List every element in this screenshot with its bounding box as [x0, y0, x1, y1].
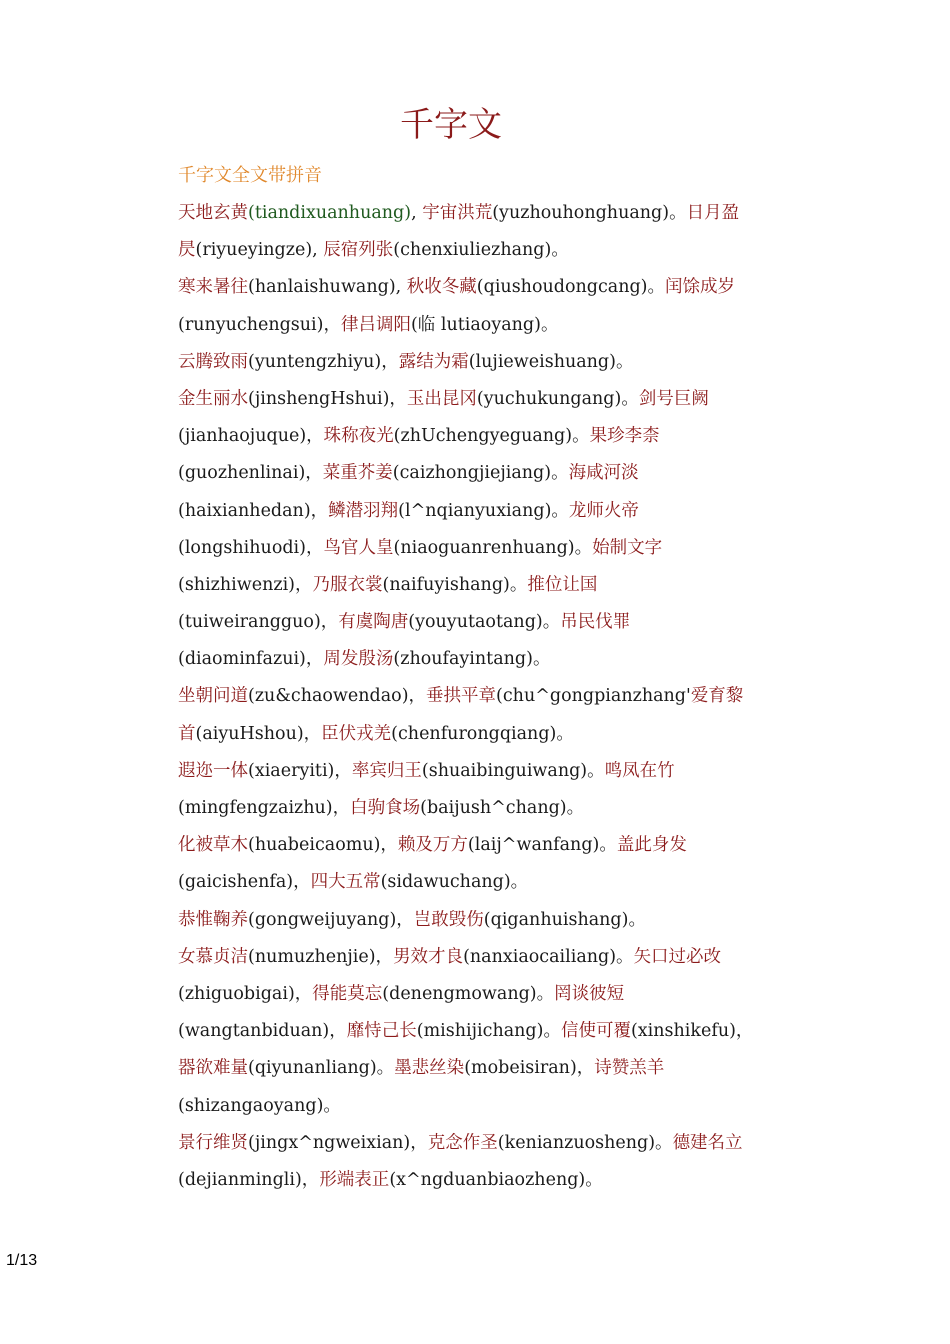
pinyin-text: (runyuchengsui)，	[178, 314, 341, 335]
hanzi-phrase: 化被草木	[178, 835, 248, 856]
hanzi-phrase: 矢口过必改	[633, 946, 722, 967]
pinyin-highlight: (tiandixuanhuang)	[248, 203, 412, 223]
text-line	[178, 1055, 726, 1092]
text-line	[178, 572, 726, 609]
pinyin-text: (临 lutiaoyang)。	[410, 314, 559, 335]
body-text	[178, 200, 754, 1204]
pinyin-text: (yuzhouhonghuang)。	[492, 203, 687, 223]
pinyin-text: (gongweijuyang)，	[248, 909, 414, 930]
hanzi-phrase: 率宾归王	[351, 760, 422, 781]
text-line	[178, 1167, 726, 1204]
hanzi-phrase: 得能莫忘	[312, 983, 383, 1004]
hanzi-phrase: 鸣凤在竹	[604, 760, 675, 781]
hanzi-phrase: 罔谈彼短	[554, 983, 625, 1004]
text-line	[178, 1093, 726, 1130]
pinyin-text: (diaominfazui)，	[178, 649, 324, 670]
hanzi-phrase: 遐迩一体	[178, 760, 248, 781]
pinyin-text: (chenfurongqiang)。	[391, 723, 574, 744]
hanzi-phrase: 乃服衣裳	[312, 574, 383, 595]
hanzi-phrase: 玉出昆冈	[406, 388, 477, 409]
hanzi-phrase: 恭惟鞠养	[178, 909, 248, 930]
hanzi-phrase: 海咸河淡	[568, 463, 639, 484]
hanzi-phrase: 菜重芥姜	[322, 463, 393, 484]
hanzi-phrase: 墨悲丝染	[394, 1058, 465, 1079]
hanzi-phrase: 盖此身发	[616, 835, 687, 856]
pinyin-text: (shizhiwenzi)，	[178, 574, 313, 595]
page-number: 1/13	[6, 1252, 38, 1269]
text-line	[178, 609, 726, 646]
hanzi-phrase: 器欲难量	[178, 1058, 248, 1079]
pinyin-text: (haixianhedan)，	[178, 500, 329, 521]
text-line	[178, 535, 726, 572]
hanzi-phrase: 寒来暑往	[178, 277, 248, 298]
hanzi-phrase: 诗赞羔羊	[594, 1058, 665, 1079]
hanzi-phrase: 鳞潜羽翔	[328, 500, 399, 521]
pinyin-text: (qiyunanliang)。	[248, 1058, 395, 1079]
hanzi-phrase: 四大五常	[310, 872, 381, 893]
text-line	[178, 869, 726, 906]
pinyin-text: (hanlaishuwang),	[248, 277, 407, 298]
pinyin-text: (laij^wanfang)。	[467, 835, 617, 856]
pinyin-text: (aiyuHshou)，	[195, 723, 322, 744]
hanzi-phrase: 秋收冬藏	[406, 277, 477, 298]
hanzi-phrase: 律吕调阳	[340, 314, 411, 335]
pinyin-text: (kenianzuosheng)。	[497, 1132, 673, 1153]
pinyin-text: (nanxiaocailiang)。	[463, 946, 634, 967]
pinyin-text: (xiaeryiti)，	[248, 760, 352, 781]
pinyin-text: (shuaibinguiwang)。	[421, 760, 605, 781]
hanzi-phrase: 女慕贞洁	[178, 946, 248, 967]
hanzi-phrase: 首	[178, 723, 196, 744]
pinyin-text: (l^nqianyuxiang)。	[398, 500, 569, 521]
text-line	[178, 1018, 754, 1055]
document-subtitle: 千字文全文带拼音	[178, 165, 322, 186]
hanzi-phrase: 垂拱平章	[426, 686, 497, 707]
text-line	[178, 832, 726, 869]
hanzi-phrase: 果珍李柰	[589, 426, 660, 447]
hanzi-phrase: 云腾致雨	[178, 351, 248, 372]
pinyin-text: (guozhenlinai)，	[178, 463, 323, 484]
text-line	[178, 312, 726, 349]
text-line	[178, 646, 726, 683]
text-line	[178, 721, 726, 758]
hanzi-phrase: 德建名立	[672, 1132, 743, 1153]
pinyin-text: (riyueyingze),	[195, 240, 324, 261]
pinyin-text: (qiganhuishang)。	[483, 909, 646, 930]
text-line	[178, 795, 726, 832]
pinyin-text: (jinshengHshui)，	[248, 388, 407, 409]
pinyin-text: (qiushoudongcang)。	[476, 277, 665, 298]
pinyin-text: (youyutaotang)。	[408, 612, 561, 633]
pinyin-text: (chenxiuliezhang)。	[393, 240, 569, 261]
pinyin-text: (xinshikefu)，	[630, 1021, 754, 1042]
pinyin-text: (jingx^ngweixian)，	[248, 1132, 428, 1153]
hanzi-phrase: 金生丽水	[178, 388, 248, 409]
pinyin-text: (zhUchengyeguang)。	[393, 426, 590, 447]
text-line	[178, 349, 726, 386]
hanzi-phrase: 信使可覆	[560, 1021, 631, 1042]
pinyin-text: ,	[411, 203, 423, 223]
pinyin-text: (sidawuchang)。	[380, 872, 529, 893]
text-line	[178, 683, 744, 720]
text-line	[178, 386, 726, 423]
text-line	[178, 200, 740, 237]
pinyin-text: (tuiweirangguo)，	[178, 612, 339, 633]
pinyin-text: (zu&chaowendao)，	[248, 686, 427, 707]
pinyin-text: (gaicishenfa)，	[178, 872, 311, 893]
text-line	[178, 944, 726, 981]
hanzi-phrase: 露结为霜	[398, 351, 469, 372]
pinyin-text: (naifuyishang)。	[382, 574, 528, 595]
text-line	[178, 498, 726, 535]
hanzi-phrase: 天地玄黄	[178, 203, 248, 223]
hanzi-phrase: 始制文字	[592, 537, 663, 558]
pinyin-text: (x^ngduanbiaozheng)。	[389, 1169, 603, 1190]
text-line	[178, 758, 726, 795]
pinyin-text: (mingfengzaizhu)，	[178, 798, 351, 818]
pinyin-text: (caizhongjiejiang)。	[392, 463, 569, 484]
hanzi-phrase: 有虞陶唐	[338, 612, 409, 633]
pinyin-text: (yuchukungang)。	[476, 388, 639, 409]
text-line	[178, 1130, 743, 1167]
text-line	[178, 460, 726, 497]
hanzi-phrase: 闰馀成岁	[665, 277, 735, 298]
pinyin-text: (wangtanbiduan)，	[178, 1021, 347, 1042]
pinyin-text: (yuntengzhiyu)，	[248, 351, 399, 372]
text-line	[178, 274, 735, 311]
hanzi-phrase: 宇宙洪荒	[422, 203, 493, 223]
hanzi-phrase: 臣伏戎羌	[321, 723, 392, 744]
pinyin-text: (zhoufayintang)。	[393, 649, 551, 670]
hanzi-phrase: 男效才良	[393, 946, 464, 967]
hanzi-phrase: 吊民伐罪	[560, 612, 631, 633]
pinyin-text: (niaoguanrenhuang)。	[393, 537, 593, 558]
hanzi-phrase: 靡恃己长	[346, 1021, 417, 1042]
hanzi-phrase: 爱育黎	[690, 686, 744, 707]
hanzi-phrase: 坐朝问道	[178, 686, 248, 707]
text-line	[178, 981, 726, 1018]
hanzi-phrase: 周发殷汤	[323, 649, 394, 670]
pinyin-text: (huabeicaomu)，	[248, 835, 398, 856]
pinyin-text: (denengmowang)。	[382, 983, 555, 1004]
pinyin-text: (dejianmingli)，	[178, 1169, 320, 1190]
hanzi-phrase: 岂敢毁伤	[413, 909, 484, 930]
pinyin-text: (mishijichang)。	[416, 1021, 561, 1042]
pinyin-text: (zhiguobigai)，	[178, 983, 313, 1004]
pinyin-text: (shizangaoyang)。	[178, 1095, 341, 1116]
hanzi-phrase: 推位让国	[527, 574, 598, 595]
hanzi-phrase: 克念作圣	[427, 1132, 498, 1153]
hanzi-phrase: 形端表正	[319, 1169, 390, 1190]
hanzi-phrase: 日月盈	[686, 203, 740, 223]
hanzi-phrase: 白驹食场	[350, 798, 421, 818]
hanzi-phrase: 珠称夜光	[323, 426, 394, 447]
pinyin-text: (mobeisiran)，	[464, 1058, 595, 1079]
hanzi-phrase: 鸟官人皇	[323, 537, 394, 558]
pinyin-text: (numuzhenjie)，	[248, 946, 394, 967]
text-line	[178, 907, 726, 944]
text-line	[178, 423, 726, 460]
hanzi-phrase: 龙师火帝	[568, 500, 639, 521]
pinyin-text: (lujieweishuang)。	[468, 351, 634, 372]
hanzi-phrase: 景行维贤	[178, 1132, 248, 1153]
hanzi-phrase: 辰宿列张	[323, 240, 394, 261]
pinyin-text: (longshihuodi)，	[178, 537, 324, 558]
pinyin-text: (baijush^chang)。	[420, 798, 585, 818]
hanzi-phrase: 赖及万方	[397, 835, 468, 856]
hanzi-phrase: 剑号巨阙	[638, 388, 709, 409]
hanzi-phrase: 昃	[178, 240, 196, 261]
pinyin-text: (jianhaojuque)，	[178, 426, 324, 447]
pinyin-text: (chu^gongpianzhang'	[496, 686, 691, 707]
text-line	[178, 237, 726, 274]
document-title: 千字文	[400, 105, 502, 145]
